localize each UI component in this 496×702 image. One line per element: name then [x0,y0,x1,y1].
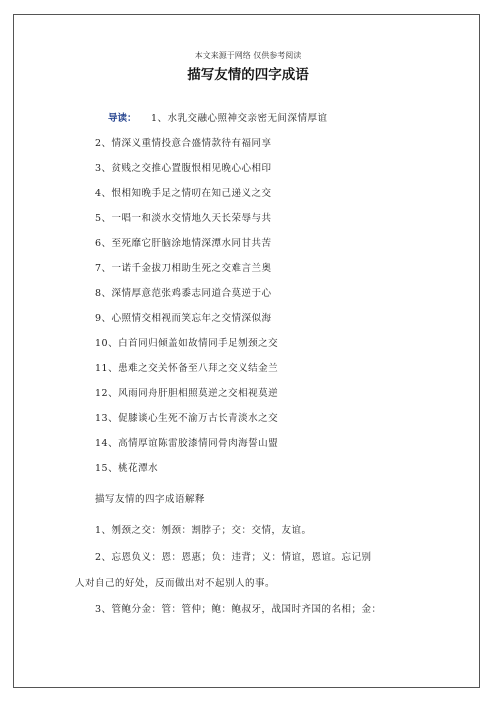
list-item: 15、桃花潭水 [95,463,159,474]
list-item: 7、一诺千金拔刀相助生死之交难言兰奥 [95,263,272,274]
explanation-line: 人对自己的好处，反而做出对不起别人的事。 [75,578,276,589]
page-title: 描写友情的四字成语 [187,67,309,83]
list-item: 2、情深义重情投意合盛情款待有福同享 [95,138,272,149]
source-note: 本文来源于网络 仅供参考阅读 [194,51,302,60]
list-item: 10、白首同归倾盖如故情同手足刎颈之交 [95,338,279,349]
list-item: 13、促膝谈心生死不渝万古长青淡水之交 [95,413,279,424]
explanation-line: 1、刎颈之交：刎颈：割脖子；交：交情，友谊。 [95,525,312,536]
list-item: 12、风雨同舟肝胆相照莫逆之交相视莫逆 [95,388,279,399]
list-item: 11、患难之交关怀备至八拜之交义结金兰 [95,363,279,374]
list-item: 1、水乳交融心照神交亲密无间深情厚谊 [151,113,328,124]
list-item: 14、高情厚谊陈雷胶漆情同骨肉海誓山盟 [95,438,279,449]
list-item: 6、至死靡它肝脑涂地情深潭水同甘共苦 [95,238,272,249]
list-item: 9、心照情交相视而笑忘年之交情深似海 [95,313,272,324]
list-item: 5、一唱一和淡水交情地久天长荣辱与共 [95,213,272,224]
list-item: 8、深情厚意范张鸡黍志同道合莫逆于心 [95,288,272,299]
section-heading: 描写友情的四字成语解释 [95,494,206,505]
intro-label: 导读： [108,113,137,124]
list-item: 4、恨相知晚手足之情叨在知己递义之交 [95,188,272,199]
list-item: 3、贫贱之交推心置腹恨相见晚心心相印 [95,163,272,174]
explanation-line: 2、忘恩负义：恩：恩惠；负：违背；义：情谊，恩谊。忘记别 [95,552,372,563]
explanation-line: 3、管鲍分金：管：管仲；鲍：鲍叔牙，战国时齐国的名相；金： [95,604,382,615]
